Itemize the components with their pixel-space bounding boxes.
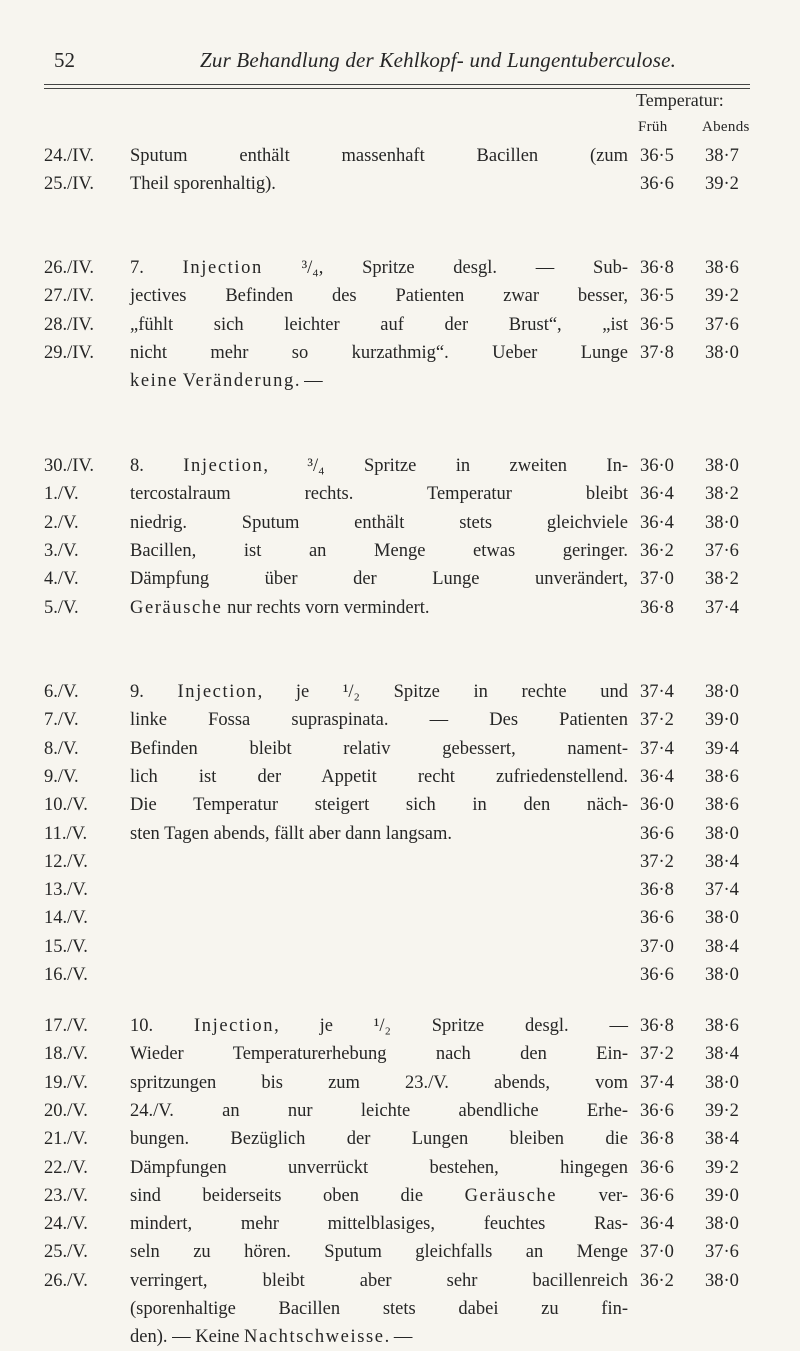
frueh-temp-cell: 37·2 (640, 851, 674, 872)
frueh-temp-cell: 36·8 (640, 1129, 674, 1150)
table-row (0, 1125, 800, 1153)
abends-temp-cell: 38·0 (705, 823, 739, 844)
frueh-temp-cell: 37·4 (640, 738, 674, 759)
abends-temp-cell: 38·0 (705, 512, 739, 533)
abends-temp-cell: 38·6 (705, 258, 739, 278)
abends-temp-cell: 37·4 (705, 880, 739, 901)
frueh-temp-cell: 37·2 (640, 1044, 674, 1065)
table-row (0, 933, 800, 961)
frueh-temp-cell: 36·4 (640, 1214, 674, 1235)
page-header (44, 48, 744, 78)
text-line: linke Fossa supraspinata. — Des Patienten (130, 710, 628, 731)
text-line: „fühlt sich leichter auf der Brust“, „ist (130, 314, 628, 335)
table-row (0, 1323, 800, 1351)
text-line: Wieder Temperaturerhebung nach den Ein- (130, 1044, 628, 1065)
table-row (0, 480, 800, 508)
table-row (0, 509, 800, 537)
table-row (0, 1012, 800, 1040)
abends-temp-cell: 38·0 (705, 965, 739, 985)
date-cell: 24./IV. (44, 146, 95, 166)
date-cell: 10./V. (44, 795, 88, 816)
text-line: Bacillen, ist an Menge etwas geringer. (130, 540, 628, 561)
frueh-temp-cell: 36·6 (640, 1157, 674, 1178)
date-cell: 19./V. (44, 1072, 88, 1093)
table-row (0, 1210, 800, 1238)
text-line: jectives Befinden des Patienten zwar besser, (130, 286, 628, 307)
text-line: Theil sporenhaltig). (130, 174, 276, 195)
frueh-temp-cell: 36·2 (640, 540, 674, 561)
abends-temp-cell: 39·2 (705, 1100, 739, 1121)
date-cell: 13./V. (44, 880, 88, 901)
abends-temp-cell: 38·6 (705, 795, 739, 816)
table-row (0, 339, 800, 367)
abends-temp-cell: 39·0 (705, 710, 739, 731)
date-cell: 26./V. (44, 1270, 88, 1291)
text-line: Dämpfung über der Lunge unverändert, (130, 569, 628, 590)
frueh-temp-cell: 36·6 (640, 1100, 674, 1121)
frueh-temp-cell: 36·4 (640, 766, 674, 787)
text-line: Dämpfungen unverrückt bestehen, hingegen (130, 1157, 628, 1178)
frueh-temp-cell: 36·5 (640, 286, 674, 307)
frueh-temp-cell: 36·6 (640, 1185, 674, 1206)
table-row (0, 1238, 800, 1266)
text-line: 10. Injection, je ¹/₂ Spritze desgl. — (130, 1016, 628, 1036)
abends-temp-cell: 37·6 (705, 314, 739, 335)
abends-temp-cell: 39·2 (705, 174, 739, 195)
text-line: 9. Injection, je ¹/₂ Spitze in rechte und (130, 682, 629, 702)
abends-temp-cell: 37·4 (705, 597, 739, 618)
abends-temp-cell: 38·0 (705, 908, 739, 929)
table-row (0, 1040, 800, 1068)
table-row (0, 254, 800, 282)
text-line: spritzungen bis zum 23./V. abends, vom (130, 1072, 628, 1093)
text-line: Befinden bleibt relativ gebessert, nament- (130, 738, 628, 759)
frueh-temp-cell: 37·8 (640, 342, 674, 363)
text-line: tercostalraum rechts. Temperatur bleibt (130, 484, 628, 505)
date-cell: 7./V. (44, 710, 79, 731)
text-line: seln zu hören. Sputum gleichfalls an Menge (130, 1242, 628, 1263)
date-cell: 26./IV. (44, 258, 95, 278)
date-cell: 3./V. (44, 540, 79, 561)
abends-temp-cell: 38·0 (705, 342, 739, 363)
date-cell: 17./V. (44, 1016, 88, 1036)
date-cell: 2./V. (44, 512, 79, 533)
table-row (0, 820, 800, 848)
table-row (0, 282, 800, 310)
table-row (0, 904, 800, 932)
abends-temp-cell: 38·0 (705, 1214, 739, 1235)
date-cell: 28./IV. (44, 314, 95, 335)
date-cell: 5./V. (44, 597, 79, 618)
date-cell: 24./V. (44, 1214, 88, 1235)
frueh-temp-cell: 37·0 (640, 936, 674, 957)
date-cell: 14./V. (44, 908, 88, 929)
running-title: Zur Behandlung der Kehlkopf- und Lungentuberculose. (200, 48, 677, 72)
text-line: Die Temperatur steigert sich in den näch- (130, 795, 628, 816)
frueh-temp-cell: 36·6 (640, 908, 674, 929)
frueh-temp-cell: 36·6 (640, 823, 674, 844)
frueh-temp-cell: 37·0 (640, 569, 674, 590)
date-cell: 18./V. (44, 1044, 88, 1065)
date-cell: 25./IV. (44, 174, 95, 195)
date-cell: 9./V. (44, 766, 79, 787)
frueh-temp-cell: 36·6 (640, 174, 674, 195)
frueh-temp-cell: 36·8 (640, 1016, 674, 1036)
abends-temp-cell: 38·4 (705, 936, 739, 957)
abends-temp-cell: 38·6 (705, 1016, 739, 1036)
abends-temp-cell: 38·0 (705, 456, 739, 476)
date-cell: 29./IV. (44, 342, 95, 363)
table-row (0, 311, 800, 339)
date-cell: 20./V. (44, 1100, 88, 1121)
abends-temp-cell: 38·6 (705, 766, 739, 787)
frueh-temp-cell: 36·5 (640, 146, 674, 166)
frueh-temp-cell: 36·8 (640, 880, 674, 901)
frueh-temp-cell: 36·4 (640, 512, 674, 533)
text-line: nicht mehr so kurzathmig“. Ueber Lunge (130, 342, 628, 363)
text-line: 8. Injection, ³/₄ Spritze in zweiten In- (130, 456, 628, 476)
table-row (0, 1267, 800, 1295)
frueh-temp-cell: 37·4 (640, 682, 674, 702)
header-rule (44, 84, 750, 85)
text-line: bungen. Bezüglich der Lungen bleiben die (130, 1129, 628, 1150)
abends-temp-cell: 37·6 (705, 1242, 739, 1263)
text-line: sind beiderseits oben die Geräusche ver- (130, 1185, 628, 1206)
text-line: den). — Keine Nachtschweisse. — (130, 1327, 413, 1348)
date-cell: 25./V. (44, 1242, 88, 1263)
text-line: verringert, bleibt aber sehr bacillenreich (130, 1270, 628, 1291)
date-cell: 8./V. (44, 738, 79, 759)
date-cell: 1./V. (44, 484, 79, 505)
table-row (0, 763, 800, 791)
abends-column-header: Abends (702, 119, 750, 135)
abends-temp-cell: 37·6 (705, 540, 739, 561)
frueh-temp-cell: 36·4 (640, 484, 674, 505)
frueh-temp-cell: 37·0 (640, 1242, 674, 1263)
table-row (0, 961, 800, 989)
text-line: Geräusche nur rechts vorn vermindert. (130, 597, 430, 618)
date-cell: 22./V. (44, 1157, 88, 1178)
table-row (0, 594, 800, 622)
page-number: 52 (54, 48, 75, 72)
frueh-temp-cell: 36·0 (640, 795, 674, 816)
abends-temp-cell: 39·2 (705, 1157, 739, 1178)
abends-temp-cell: 39·2 (705, 286, 739, 307)
header-rule (44, 88, 750, 89)
table-row (0, 678, 800, 706)
table-row (0, 848, 800, 876)
frueh-temp-cell: 36·8 (640, 597, 674, 618)
text-line: lich ist der Appetit recht zufriedenstellend. (130, 766, 628, 787)
text-line: (sporenhaltige Bacillen stets dabei zu fin- (130, 1299, 628, 1319)
table-row (0, 735, 800, 763)
table-row (0, 170, 800, 198)
table-row (0, 1069, 800, 1097)
date-cell: 23./V. (44, 1185, 88, 1206)
date-cell: 11./V. (44, 823, 88, 844)
abends-temp-cell: 39·4 (705, 738, 739, 759)
date-cell: 21./V. (44, 1129, 88, 1150)
table-row (0, 537, 800, 565)
table-row (0, 452, 800, 480)
frueh-column-header: Früh (638, 119, 668, 135)
frueh-temp-cell: 36·2 (640, 1270, 674, 1291)
text-line: sten Tagen abends, fällt aber dann langsam. (130, 823, 453, 844)
abends-temp-cell: 38·7 (705, 146, 739, 166)
text-line: niedrig. Sputum enthält stets gleichviele (130, 512, 628, 533)
abends-temp-cell: 38·0 (705, 1072, 739, 1093)
table-row (0, 367, 800, 395)
table-row (0, 1154, 800, 1182)
date-cell: 16./V. (44, 965, 88, 985)
abends-temp-cell: 38·4 (705, 851, 739, 872)
table-row (0, 1182, 800, 1210)
text-line: mindert, mehr mittelblasiges, feuchtes Ras- (130, 1214, 628, 1235)
table-row (0, 791, 800, 819)
text-line: 24./V. an nur leichte abendliche Erhe- (130, 1100, 628, 1121)
date-cell: 6./V. (44, 682, 79, 702)
temperature-column-title: Temperatur: (636, 90, 724, 110)
abends-temp-cell: 38·2 (705, 569, 739, 590)
frueh-temp-cell: 36·6 (640, 965, 674, 985)
frueh-temp-cell: 36·0 (640, 456, 674, 476)
text-line: 7. Injection ³/₄, Spritze desgl. — Sub- (130, 258, 628, 278)
table-row (0, 565, 800, 593)
abends-temp-cell: 38·0 (705, 682, 739, 702)
table-row (0, 876, 800, 904)
table-row (0, 706, 800, 734)
table-row (0, 1097, 800, 1125)
frueh-temp-cell: 36·5 (640, 314, 674, 335)
text-line: Sputum enthält massenhaft Bacillen (zum (130, 146, 628, 166)
abends-temp-cell: 39·0 (705, 1185, 739, 1206)
date-cell: 4./V. (44, 569, 79, 590)
frueh-temp-cell: 37·2 (640, 710, 674, 731)
table-row (0, 142, 800, 170)
abends-temp-cell: 38·0 (705, 1270, 739, 1291)
abends-temp-cell: 38·4 (705, 1044, 739, 1065)
date-cell: 30./IV. (44, 456, 95, 476)
frueh-temp-cell: 36·8 (640, 258, 674, 278)
frueh-temp-cell: 37·4 (640, 1072, 674, 1093)
abends-temp-cell: 38·2 (705, 484, 739, 505)
date-cell: 27./IV. (44, 286, 95, 307)
abends-temp-cell: 38·4 (705, 1129, 739, 1150)
date-cell: 12./V. (44, 851, 88, 872)
date-cell: 15./V. (44, 936, 88, 957)
table-row (0, 1295, 800, 1323)
text-line: keine Veränderung. — (130, 371, 323, 392)
